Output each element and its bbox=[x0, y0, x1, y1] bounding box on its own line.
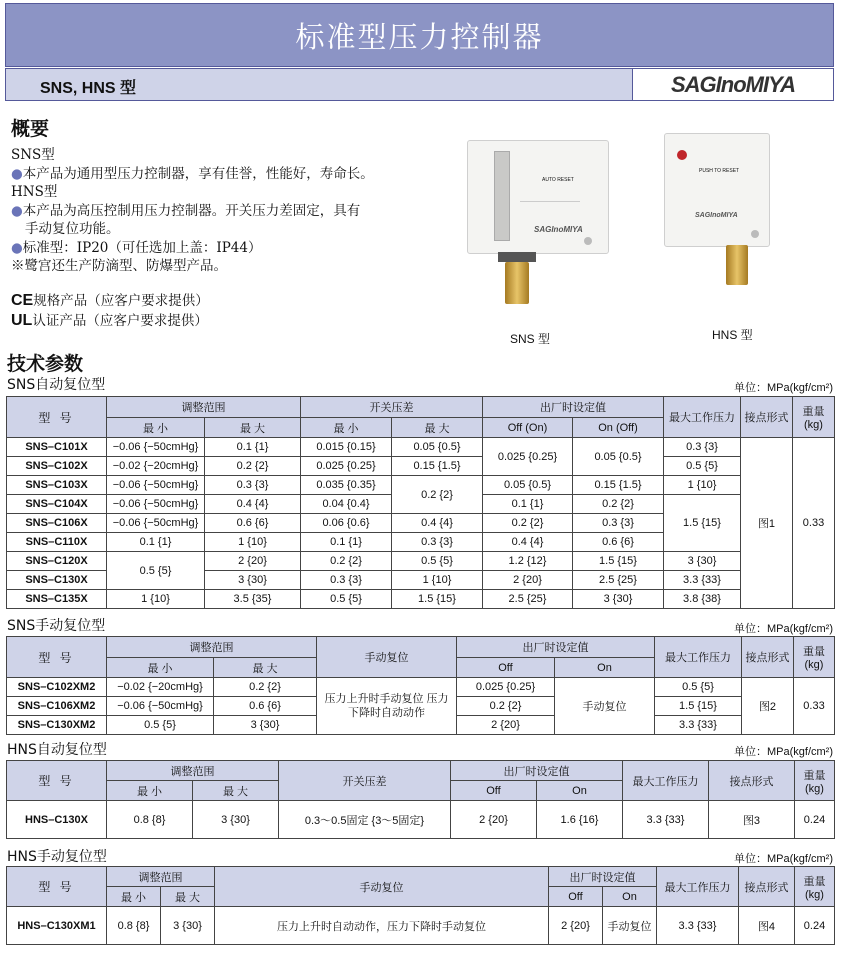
cell: 0.2 {2} bbox=[483, 514, 573, 533]
sns-manual-table bbox=[6, 636, 835, 735]
cell: 手动复位 bbox=[603, 907, 657, 945]
cell: 0.15 {1.5} bbox=[392, 457, 483, 476]
cell: 0.5 {5} bbox=[392, 552, 483, 571]
weight-cell: 0.33 bbox=[794, 678, 835, 735]
model-cell: SNS–C102X bbox=[7, 457, 107, 476]
cell: −0.06 {−50cmHg} bbox=[107, 476, 205, 495]
col-range: 调整范围 bbox=[107, 637, 317, 658]
cell: 0.025 {0.25} bbox=[483, 438, 573, 476]
cell: 0.3 {3} bbox=[205, 476, 301, 495]
col-weight: 重量 (kg) bbox=[795, 867, 835, 907]
cell: 1.2 {12} bbox=[483, 552, 573, 571]
cell: 1 {10} bbox=[664, 476, 741, 495]
col-maxp: 最大工作压力 bbox=[657, 867, 739, 907]
cell: 2 {20} bbox=[451, 801, 537, 839]
model-cell: SNS–C104X bbox=[7, 495, 107, 514]
col-contact: 接点形式 bbox=[739, 867, 795, 907]
sns-device-logo: SAGInoMIYA bbox=[534, 225, 583, 234]
sns-auto-table bbox=[6, 396, 835, 609]
cell: 3.3 {33} bbox=[655, 716, 742, 735]
hns-reset-label: PUSH TO RESET bbox=[699, 168, 740, 174]
hns-auto-table bbox=[6, 760, 835, 839]
cell: −0.06 {−50cmHg} bbox=[107, 697, 214, 716]
logo-text-main: SAGIno bbox=[670, 71, 746, 97]
col-maxp: 最大工作压力 bbox=[655, 637, 742, 678]
col-max: 最 大 bbox=[214, 658, 317, 678]
cell: 0.4 {4} bbox=[483, 533, 573, 552]
col-off: Off (On) bbox=[483, 418, 573, 438]
col-off: Off bbox=[549, 887, 603, 907]
col-min: 最 小 bbox=[107, 887, 161, 907]
col-maxp: 最大工作压力 bbox=[623, 761, 709, 801]
col-range: 调整范围 bbox=[107, 867, 215, 887]
model-cell: SNS–C135X bbox=[7, 590, 107, 609]
sns-scale-window bbox=[494, 151, 510, 241]
col-model: 型 号 bbox=[7, 867, 107, 907]
col-factory: 出厂时设定值 bbox=[483, 397, 664, 418]
reset-button-icon bbox=[677, 150, 687, 160]
sns-reset-label: AUTO RESET bbox=[542, 177, 574, 183]
cell: 0.06 {0.6} bbox=[301, 514, 392, 533]
reset-cell: 压力上升时自动动作，压力下降时手动复位 bbox=[215, 907, 549, 945]
cell: 1.5 {15} bbox=[664, 495, 741, 552]
table-row bbox=[7, 801, 835, 839]
cell: 3 {30} bbox=[205, 571, 301, 590]
cell: 0.2 {2} bbox=[205, 457, 301, 476]
cell: 3.5 {35} bbox=[205, 590, 301, 609]
col-range: 调整范围 bbox=[107, 761, 279, 781]
cell: 0.05 {0.5} bbox=[392, 438, 483, 457]
contact-cell: 图2 bbox=[742, 678, 794, 735]
col-max: 最 大 bbox=[392, 418, 483, 438]
cell: 2 {20} bbox=[205, 552, 301, 571]
col-reset: 手动复位 bbox=[317, 637, 457, 678]
col-min: 最 小 bbox=[107, 658, 214, 678]
cell: 2 {20} bbox=[549, 907, 603, 945]
cell: 0.1 {1} bbox=[301, 533, 392, 552]
sns-brass-fitting bbox=[505, 262, 529, 304]
model-cell: SNS–C130X bbox=[7, 571, 107, 590]
cell: 0.3 {3} bbox=[664, 438, 741, 457]
model-bar bbox=[5, 68, 834, 101]
cell: 1 {10} bbox=[392, 571, 483, 590]
cell: 0.1 {1} bbox=[205, 438, 301, 457]
model-cell: SNS–C106XM2 bbox=[7, 697, 107, 716]
unit-label: 单位：MPa(kgf/cm²) bbox=[734, 623, 833, 635]
cell: 0.2 {2} bbox=[392, 476, 483, 514]
cell: 0.8 {8} bbox=[107, 907, 161, 945]
col-reset: 手动复位 bbox=[215, 867, 549, 907]
spec-heading: 技术参数 bbox=[7, 353, 84, 375]
cell: 0.025 {0.25} bbox=[301, 457, 392, 476]
bullet-icon: ● bbox=[11, 165, 23, 182]
col-model: 型 号 bbox=[7, 397, 107, 438]
cell: 0.4 {4} bbox=[205, 495, 301, 514]
unit-label: 单位：MPa(kgf/cm²) bbox=[734, 853, 833, 865]
col-maxp: 最大工作压力 bbox=[664, 397, 741, 438]
cell: 0.2 {2} bbox=[214, 678, 317, 697]
table-row bbox=[7, 438, 835, 457]
table-row bbox=[7, 907, 835, 945]
cell: 1 {10} bbox=[107, 590, 205, 609]
weight-cell: 0.24 bbox=[795, 907, 835, 945]
sns-manual-title: SNS手动复位型 bbox=[7, 618, 106, 634]
col-off: Off bbox=[451, 781, 537, 801]
col-contact: 接点形式 bbox=[742, 637, 794, 678]
cell: 3.3 {33} bbox=[664, 571, 741, 590]
cell: 0.5 {5} bbox=[655, 678, 742, 697]
cell: 1 {10} bbox=[205, 533, 301, 552]
sns-housing bbox=[467, 140, 609, 254]
unit-label: 单位：MPa(kgf/cm²) bbox=[734, 382, 833, 394]
col-min: 最 小 bbox=[301, 418, 392, 438]
model-cell: SNS–C106X bbox=[7, 514, 107, 533]
hns-caption: HNS 型 bbox=[712, 328, 753, 342]
screw-icon bbox=[751, 230, 759, 238]
cell: 3 {30} bbox=[161, 907, 215, 945]
sns-auto-title: SNS自动复位型 bbox=[7, 377, 106, 393]
sns-desc: 本产品为通用型压力控制器，享有佳誉，性能好，寿命长。 bbox=[22, 165, 374, 182]
page-title: 标准型压力控制器 bbox=[295, 19, 544, 54]
cell: 1.5 {15} bbox=[655, 697, 742, 716]
cell: 0.035 {0.35} bbox=[301, 476, 392, 495]
cell: 0.4 {4} bbox=[392, 514, 483, 533]
table-row bbox=[7, 476, 835, 495]
cell: 0.8 {8} bbox=[107, 801, 193, 839]
cell: 3.3 {33} bbox=[623, 801, 709, 839]
col-max: 最 大 bbox=[193, 781, 279, 801]
cell: 3.8 {38} bbox=[664, 590, 741, 609]
table-row bbox=[7, 678, 835, 697]
certifications bbox=[11, 291, 209, 331]
cell: 0.015 {0.15} bbox=[301, 438, 392, 457]
overview-heading: 概要 bbox=[11, 118, 50, 140]
col-diff: 开关压差 bbox=[301, 397, 483, 418]
contact-cell: 图3 bbox=[709, 801, 795, 839]
divider bbox=[520, 201, 580, 202]
hns-label: HNS型 bbox=[11, 184, 58, 200]
cell: 0.3 {3} bbox=[392, 533, 483, 552]
col-weight: 重量 (kg) bbox=[795, 761, 835, 801]
col-contact: 接点形式 bbox=[741, 397, 793, 438]
cell: 3 {30} bbox=[664, 552, 741, 571]
cell: 0.15 {1.5} bbox=[573, 476, 664, 495]
cell: 0.3 {3} bbox=[301, 571, 392, 590]
cell: 1.5 {15} bbox=[573, 552, 664, 571]
cell: 2.5 {25} bbox=[483, 590, 573, 609]
col-off: Off bbox=[457, 658, 555, 678]
bullet-icon: ● bbox=[11, 202, 23, 219]
sns-caption: SNS 型 bbox=[510, 332, 551, 346]
hns-manual-table bbox=[6, 866, 835, 945]
cell: 0.025 {0.25} bbox=[457, 678, 555, 697]
model-cell: HNS–C130X bbox=[7, 801, 107, 839]
hns-device-logo: SAGInoMIYA bbox=[695, 212, 738, 219]
cell: −0.06 {−50cmHg} bbox=[107, 495, 205, 514]
cell: 0.05 {0.5} bbox=[573, 438, 664, 476]
col-on: On bbox=[603, 887, 657, 907]
ul-mark-icon: UL bbox=[11, 312, 33, 329]
cell: 2 {20} bbox=[483, 571, 573, 590]
screw-icon bbox=[584, 237, 592, 245]
col-contact: 接点形式 bbox=[709, 761, 795, 801]
col-on: On bbox=[555, 658, 655, 678]
cell: 1.6 {16} bbox=[537, 801, 623, 839]
ce-mark-icon: CE bbox=[11, 292, 34, 309]
sns-base bbox=[498, 252, 536, 262]
table-row bbox=[7, 552, 835, 571]
weight-cell: 0.33 bbox=[793, 438, 835, 609]
model-cell: SNS–C130XM2 bbox=[7, 716, 107, 735]
cell: 0.5 {5} bbox=[107, 552, 205, 590]
col-weight: 重量 (kg) bbox=[793, 397, 835, 438]
table-row bbox=[7, 457, 835, 476]
hns-manual-title: HNS手动复位型 bbox=[7, 849, 107, 865]
col-factory: 出厂时设定值 bbox=[457, 637, 655, 658]
ul-text: 认证产品（应客户要求提供） bbox=[32, 313, 208, 329]
model-cell: HNS–C130XM1 bbox=[7, 907, 107, 945]
col-model: 型 号 bbox=[7, 637, 107, 678]
model-cell: SNS–C110X bbox=[7, 533, 107, 552]
hns-desc-cont: 手动复位功能。 bbox=[25, 221, 120, 237]
col-min: 最 小 bbox=[107, 418, 205, 438]
ce-text: 规格产品（应客户要求提供） bbox=[33, 293, 209, 309]
model-cell: SNS–C103X bbox=[7, 476, 107, 495]
cell: 1.5 {15} bbox=[392, 590, 483, 609]
reset-cell: 压力上升时手动复位 压力下降时自动动作 bbox=[317, 678, 457, 735]
cell: 0.05 {0.5} bbox=[483, 476, 573, 495]
cell: 0.3～0.5固定 {3～5固定} bbox=[279, 801, 451, 839]
cell: 3 {30} bbox=[193, 801, 279, 839]
col-range: 调整范围 bbox=[107, 397, 301, 418]
cell: 0.3 {3} bbox=[573, 514, 664, 533]
cell: 2.5 {25} bbox=[573, 571, 664, 590]
col-factory: 出厂时设定值 bbox=[451, 761, 623, 781]
table-row bbox=[7, 590, 835, 609]
cell: −0.06 {−50cmHg} bbox=[107, 514, 205, 533]
col-min: 最 小 bbox=[107, 781, 193, 801]
cell: 3 {30} bbox=[214, 716, 317, 735]
bullet-icon: ● bbox=[11, 239, 23, 256]
unit-label: 单位：MPa(kgf/cm²) bbox=[734, 746, 833, 758]
cell: 2 {20} bbox=[457, 716, 555, 735]
cell: 0.6 {6} bbox=[214, 697, 317, 716]
col-diff: 开关压差 bbox=[279, 761, 451, 801]
cell: 0.2 {2} bbox=[457, 697, 555, 716]
cell: 0.1 {1} bbox=[483, 495, 573, 514]
cell: −0.02 {−20cmHg} bbox=[107, 457, 205, 476]
model-cell: SNS–C120X bbox=[7, 552, 107, 571]
model-cell: SNS–C102XM2 bbox=[7, 678, 107, 697]
cell: 0.2 {2} bbox=[573, 495, 664, 514]
model-label: SNS, HNS 型 bbox=[40, 80, 137, 97]
cell: 0.1 {1} bbox=[107, 533, 205, 552]
cell: 0.04 {0.4} bbox=[301, 495, 392, 514]
overview-text bbox=[11, 146, 374, 276]
cell: 3.3 {33} bbox=[657, 907, 739, 945]
col-max: 最 大 bbox=[161, 887, 215, 907]
cell: 3 {30} bbox=[573, 590, 664, 609]
cell: −0.02 {−20cmHg} bbox=[107, 678, 214, 697]
contact-cell: 图4 bbox=[739, 907, 795, 945]
col-factory: 出厂时设定值 bbox=[549, 867, 657, 887]
col-max: 最 大 bbox=[205, 418, 301, 438]
weight-cell: 0.24 bbox=[795, 801, 835, 839]
col-model: 型 号 bbox=[7, 761, 107, 801]
standard-text: 标准型：IP20（可任选加上盖：IP44） bbox=[22, 239, 262, 256]
hns-brass-fitting bbox=[726, 245, 748, 285]
model-cell: SNS–C101X bbox=[7, 438, 107, 457]
cell: −0.06 {−50cmHg} bbox=[107, 438, 205, 457]
hns-auto-title: HNS自动复位型 bbox=[7, 742, 107, 758]
hns-housing bbox=[664, 133, 770, 247]
cell: 0.5 {5} bbox=[301, 590, 392, 609]
cell: 0.6 {6} bbox=[205, 514, 301, 533]
logo-text-end: MIYA bbox=[745, 71, 796, 97]
cell: 手动复位 bbox=[555, 678, 655, 735]
col-on: On (Off) bbox=[573, 418, 664, 438]
cell: 0.6 {6} bbox=[573, 533, 664, 552]
col-weight: 重量 (kg) bbox=[794, 637, 835, 678]
contact-cell: 图1 bbox=[741, 438, 793, 609]
col-on: On bbox=[537, 781, 623, 801]
cell: 0.5 {5} bbox=[107, 716, 214, 735]
brand-logo bbox=[632, 69, 833, 100]
cell: 0.2 {2} bbox=[301, 552, 392, 571]
note-text: ※鹭宫还生产防滴型、防爆型产品。 bbox=[11, 258, 227, 274]
hns-desc: 本产品为高压控制用压力控制器。开关压力差固定，具有 bbox=[22, 202, 361, 219]
cell: 0.5 {5} bbox=[664, 457, 741, 476]
sns-label: SNS型 bbox=[11, 147, 55, 163]
title-banner bbox=[5, 3, 834, 67]
